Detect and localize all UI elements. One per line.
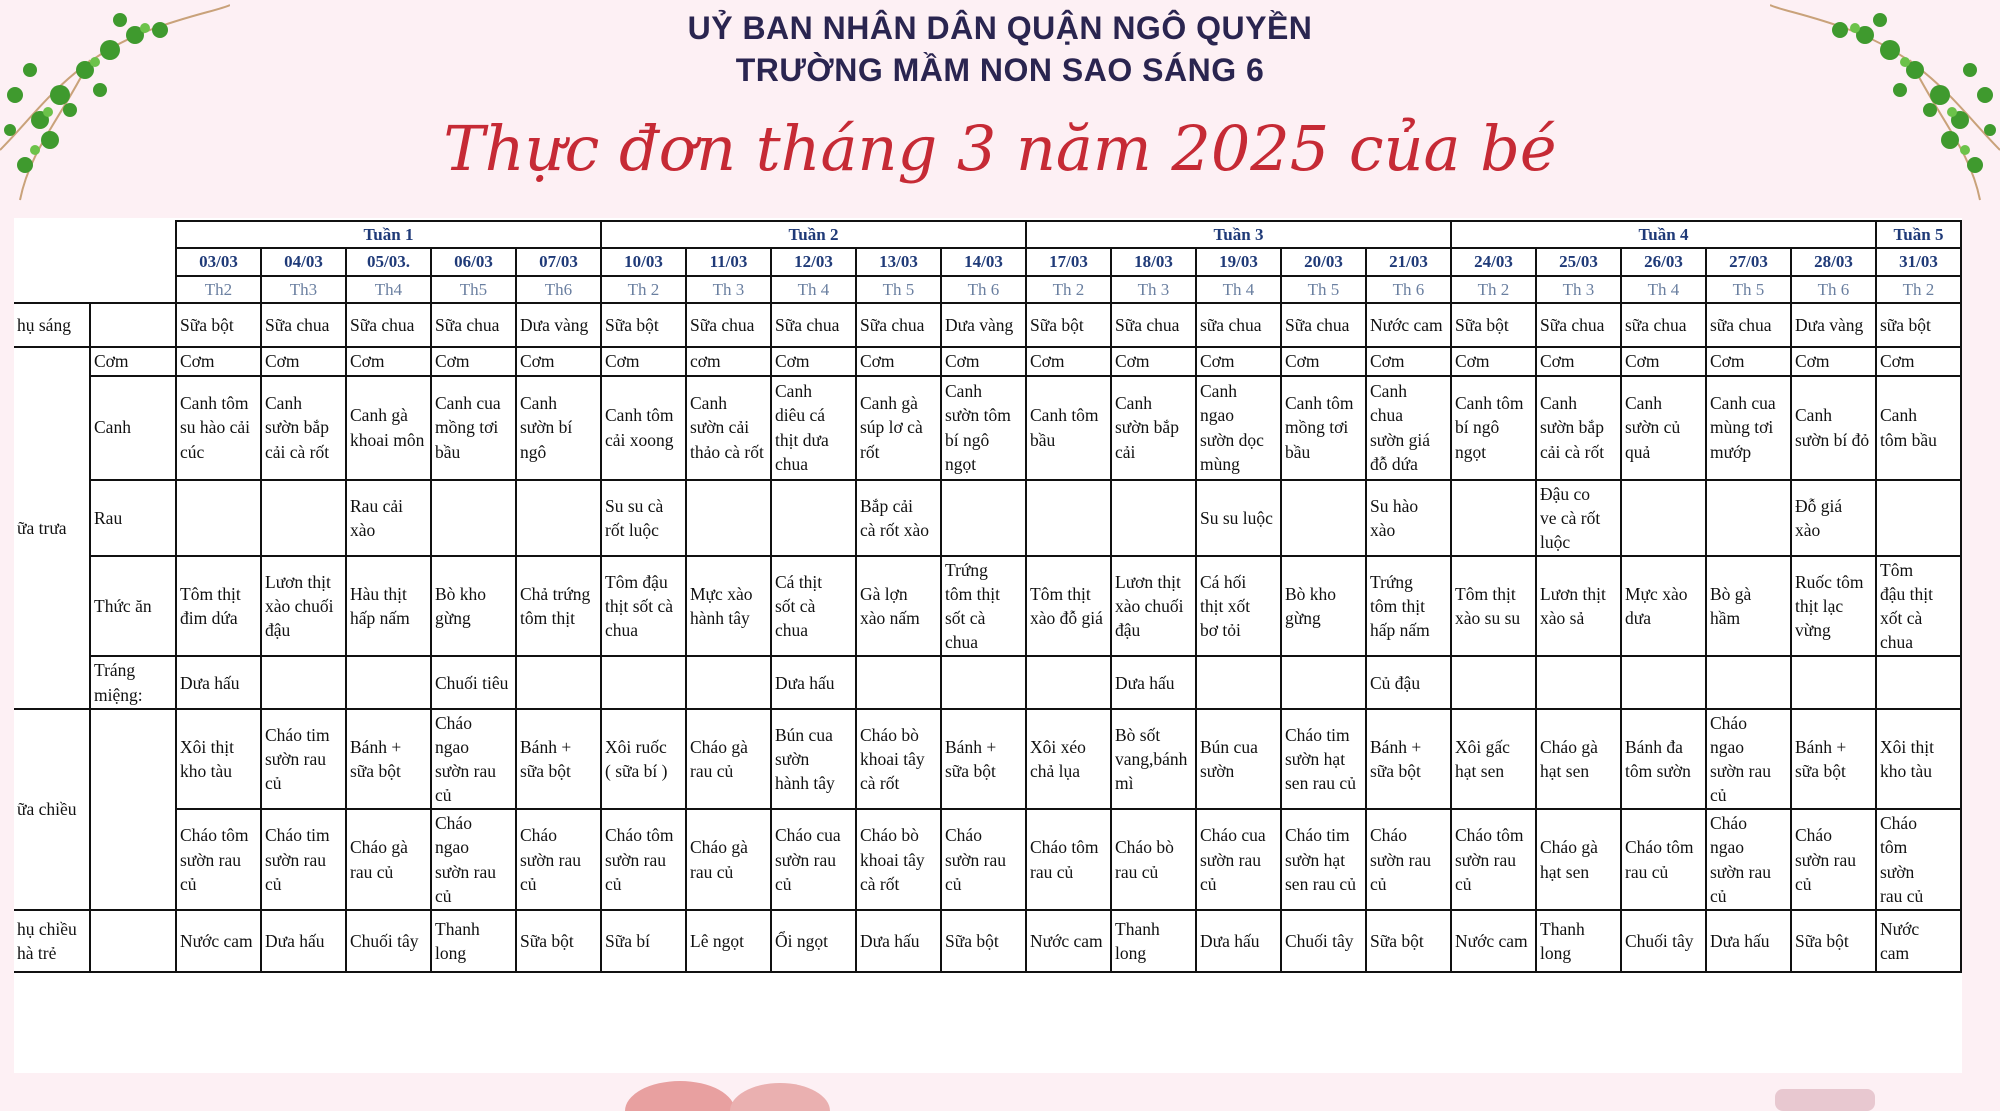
menu-cell [1026,656,1111,708]
menu-cell: Xôi xéo chả lụa [1026,709,1111,810]
menu-cell: Dưa vàng [516,303,601,347]
sub-label: Thức ăn [90,556,176,657]
menu-cell: Bò kho gừng [431,556,516,657]
menu-cell: Canh ngao sườn dọc mùng [1196,376,1281,480]
date-header: 10/03 [601,248,686,275]
weekday-header: Th 2 [1026,276,1111,303]
menu-cell: Canh tôm bầu [1876,376,1961,480]
date-header: 03/03 [176,248,261,275]
date-header: 28/03 [1791,248,1876,275]
menu-cell: Tôm đậu thịt xốt cà chua [1876,556,1961,657]
weekday-header: Th 2 [1451,276,1536,303]
menu-cell: Xôi thịt kho tàu [1876,709,1961,810]
row-chieu1 [14,709,1961,810]
row-weeks [14,221,1961,248]
date-header: 31/03 [1876,248,1961,275]
menu-cell: Cơm [1366,347,1451,375]
menu-cell [1281,656,1366,708]
meal-label: ữa chiều [14,709,90,910]
menu-cell [1111,480,1196,556]
menu-cell: Cháo bò khoai tây cà rốt [856,809,941,910]
menu-cell: Bánh + sữa bột [941,709,1026,810]
weekday-header: Th5 [431,276,516,303]
menu-cell: Củ đậu [1366,656,1451,708]
menu-cell: Canh tôm mồng tơi bầu [1281,376,1366,480]
menu-cell: Cơm [431,347,516,375]
menu-cell: Tôm đậu thịt sốt cà chua [601,556,686,657]
menu-cell [1026,480,1111,556]
weekday-header: Th 6 [1366,276,1451,303]
menu-cell: Cơm [771,347,856,375]
menu-cell: Ruốc tôm thịt lạc vừng [1791,556,1876,657]
menu-cell: Cháo gà hạt sen [1536,709,1621,810]
menu-cell: Su su luộc [1196,480,1281,556]
menu-cell: Cháo bò khoai tây cà rốt [856,709,941,810]
menu-cell: Cháo sườn rau củ [516,809,601,910]
menu-cell: Canh sườn bắp cải cà rốt [1536,376,1621,480]
menu-cell: Sữa bí [601,910,686,972]
menu-cell: Nước cam [1366,303,1451,347]
menu-cell [1876,656,1961,708]
menu-cell: Canh sườn bí đỏ [1791,376,1876,480]
menu-cell: Trứng tôm thịt sốt cà chua [941,556,1026,657]
menu-cell [941,480,1026,556]
menu-cell: Cơm [856,347,941,375]
menu-cell: Dưa hấu [1111,656,1196,708]
weekday-header: Th 3 [1536,276,1621,303]
menu-cell [1706,656,1791,708]
menu-cell: Dưa hấu [176,656,261,708]
menu-cell: Cơm [1791,347,1876,375]
menu-cell: sữa bột [1876,303,1961,347]
menu-cell: Trứng tôm thịt hấp nấm [1366,556,1451,657]
menu-cell: Cháo tôm sườn rau củ [176,809,261,910]
menu-cell: Cơm [1876,347,1961,375]
menu-cell: Cơm [1621,347,1706,375]
weekday-header: Th 2 [1876,276,1961,303]
menu-cell: Lê ngọt [686,910,771,972]
menu-cell: Cháo tim sườn rau củ [261,709,346,810]
date-header: 05/03. [346,248,431,275]
menu-cell: Rau cải xào [346,480,431,556]
menu-cell [1451,480,1536,556]
menu-cell [856,656,941,708]
row-phu-sang [14,303,1961,347]
week-header: Tuần 2 [601,221,1026,248]
date-header: 21/03 [1366,248,1451,275]
menu-cell: Cháo ngao sườn rau củ [1706,809,1791,910]
strawberry-decoration [620,1071,840,1111]
menu-cell: Sữa chua [856,303,941,347]
menu-cell [1706,480,1791,556]
menu-cell: Ổi ngọt [771,910,856,972]
menu-cell [516,656,601,708]
menu-cell: Sữa chua [686,303,771,347]
sub-label [90,709,176,910]
menu-cell: Xôi thịt kho tàu [176,709,261,810]
row-chieu2 [14,809,1961,910]
row-rau [14,480,1961,556]
menu-cell [261,480,346,556]
menu-cell: Dưa hấu [771,656,856,708]
menu-cell [1451,656,1536,708]
menu-cell: Đậu co ve cà rốt luộc [1536,480,1621,556]
menu-cell: Dưa hấu [856,910,941,972]
menu-cell [516,480,601,556]
committee-name: UỶ BAN NHÂN DÂN QUẬN NGÔ QUYỀN [687,10,1313,46]
menu-cell: Cháo sườn rau củ [1791,809,1876,910]
corner-cell [14,221,176,303]
menu-cell: Cháo cua sườn rau củ [771,809,856,910]
menu-cell: Chuối tiêu [431,656,516,708]
date-header: 07/03 [516,248,601,275]
menu-cell: Cháo tôm sườn rau củ [601,809,686,910]
sub-label: Tráng miệng: [90,656,176,708]
date-header: 27/03 [1706,248,1791,275]
menu-cell: Gà lợn xào nấm [856,556,941,657]
meal-label: hụ chiều hà trẻ [14,910,90,972]
week-header: Tuần 5 [1876,221,1961,248]
menu-cell [601,656,686,708]
row-days [14,276,1961,303]
menu-cell: Cháo tim sườn rau củ [261,809,346,910]
menu-cell: Đỗ giá xào [1791,480,1876,556]
menu-cell: Cháo tôm sườn rau củ [1876,809,1961,910]
date-header: 11/03 [686,248,771,275]
meal-label: hụ sáng [14,303,90,347]
menu-cell: sữa chua [1706,303,1791,347]
menu-cell: Cháo sườn rau củ [941,809,1026,910]
menu-cell: Cháo tôm rau củ [1026,809,1111,910]
menu-cell: Chuối tây [1621,910,1706,972]
date-header: 04/03 [261,248,346,275]
menu-cell: Bánh đa tôm sườn [1621,709,1706,810]
menu-cell [1791,656,1876,708]
menu-cell: Tôm thịt đim dứa [176,556,261,657]
menu-cell: Cháo ngao sườn rau củ [431,809,516,910]
weekday-header: Th4 [346,276,431,303]
menu-cell: Bánh + sữa bột [516,709,601,810]
menu-cell: Canh cua mùng tơi mướp [1706,376,1791,480]
menu-cell: Bò kho gừng [1281,556,1366,657]
menu-cell: Bánh + sữa bột [1366,709,1451,810]
menu-cell: Sữa chua [1536,303,1621,347]
menu-cell: Canh chua sườn giá đỗ dứa [1366,376,1451,480]
date-header: 20/03 [1281,248,1366,275]
menu-cell: Cơm [1111,347,1196,375]
menu-cell: Chuối tây [1281,910,1366,972]
sub-label [90,303,176,347]
menu-cell [431,480,516,556]
menu-cell [1281,480,1366,556]
menu-cell: Cơm [1196,347,1281,375]
menu-cell: Canh sườn tôm bí ngô ngọt [941,376,1026,480]
week-header: Tuần 4 [1451,221,1876,248]
menu-cell: Sữa bột [1451,303,1536,347]
menu-cell: Canh gà khoai môn [346,376,431,480]
cake-decoration [1760,1081,1890,1111]
row-thuc-an [14,556,1961,657]
menu-cell: Mực xào hành tây [686,556,771,657]
menu-cell: Cháo gà hạt sen [1536,809,1621,910]
menu-cell: Cơm [176,347,261,375]
date-header: 17/03 [1026,248,1111,275]
date-header: 25/03 [1536,248,1621,275]
menu-cell: Canh tôm cải xoong [601,376,686,480]
menu-cell: Bánh + sữa bột [346,709,431,810]
row-dates [14,248,1961,275]
menu-cell [686,480,771,556]
weekday-header: Th 3 [1111,276,1196,303]
week-header: Tuần 1 [176,221,601,248]
date-header: 19/03 [1196,248,1281,275]
menu-cell: Lươn thịt xào chuối đậu [1111,556,1196,657]
menu-cell: Canh cua mồng tơi bầu [431,376,516,480]
school-name: TRƯỜNG MẦM NON SAO SÁNG 6 [735,52,1265,88]
menu-cell [1536,656,1621,708]
menu-table [14,220,1962,973]
menu-cell: Dưa vàng [1791,303,1876,347]
menu-cell: Canh sườn củ quả [1621,376,1706,480]
menu-cell: Sữa chua [346,303,431,347]
menu-cell: Mực xào dưa [1621,556,1706,657]
menu-cell [261,656,346,708]
menu-cell: Cháo gà rau củ [346,809,431,910]
menu-cell: Canh sườn bí ngô [516,376,601,480]
menu-cell: Su su cà rốt luộc [601,480,686,556]
date-header: 12/03 [771,248,856,275]
menu-cell: Bún cua sườn hành tây [771,709,856,810]
weekday-header: Th 4 [771,276,856,303]
menu-cell: Hàu thịt hấp nấm [346,556,431,657]
menu-cell: Bánh + sữa bột [1791,709,1876,810]
menu-cell: Canh sườn bắp cải [1111,376,1196,480]
menu-cell: Cá thịt sốt cà chua [771,556,856,657]
weekday-header: Th 5 [1281,276,1366,303]
menu-cell: Sữa chua [771,303,856,347]
menu-cell [1196,656,1281,708]
menu-cell: Cơm [1281,347,1366,375]
menu-cell: Tôm thịt xào đỗ giá [1026,556,1111,657]
menu-cell: Sữa bột [1366,910,1451,972]
row-trang-mieng [14,656,1961,708]
menu-cell: sữa chua [1621,303,1706,347]
date-header: 06/03 [431,248,516,275]
menu-cell [1876,480,1961,556]
menu-cell: Thanh long [1111,910,1196,972]
menu-cell [686,656,771,708]
menu-cell: Sữa chua [1281,303,1366,347]
menu-cell: Cơm [516,347,601,375]
sub-label: Rau [90,480,176,556]
menu-cell: Bắp cải cà rốt xào [856,480,941,556]
menu-cell: Bò sốt vang,bánh mì [1111,709,1196,810]
menu-cell [1621,656,1706,708]
menu-cell: Tôm thịt xào su su [1451,556,1536,657]
date-header: 18/03 [1111,248,1196,275]
menu-cell: Sữa chua [261,303,346,347]
menu-cell: Lươn thịt xào chuối đậu [261,556,346,657]
menu-cell [771,480,856,556]
menu-cell: Cơm [1536,347,1621,375]
menu-cell: Bún cua sườn [1196,709,1281,810]
menu-cell: Canh sườn bắp cải cà rốt [261,376,346,480]
weekday-header: Th 6 [1791,276,1876,303]
sub-label: Canh [90,376,176,480]
menu-cell: Cháo ngao sườn rau củ [1706,709,1791,810]
weekday-header: Th6 [516,276,601,303]
menu-cell: Lươn thịt xào sả [1536,556,1621,657]
menu-cell: Cháo tim sườn hạt sen rau củ [1281,709,1366,810]
menu-cell [346,656,431,708]
menu-cell: Nước cam [1876,910,1961,972]
menu-cell: Nước cam [1026,910,1111,972]
row-com [14,347,1961,375]
menu-cell: Canh diêu cá thịt dưa chua [771,376,856,480]
menu-cell: Sữa bột [1026,303,1111,347]
menu-cell: sữa chua [1196,303,1281,347]
menu-cell: Thanh long [431,910,516,972]
menu-cell: Cháo sườn rau củ [1366,809,1451,910]
menu-cell: Cháo ngao sườn rau củ [431,709,516,810]
menu-cell: Sữa chua [1111,303,1196,347]
menu-cell: Thanh long [1536,910,1621,972]
menu-cell: Sữa chua [431,303,516,347]
menu-cell: Sữa bột [941,910,1026,972]
menu-cell: Cháo cua sườn rau củ [1196,809,1281,910]
date-header: 26/03 [1621,248,1706,275]
menu-cell: Dưa hấu [1196,910,1281,972]
menu-cell: Canh tôm bầu [1026,376,1111,480]
row-phu-chieu [14,910,1961,972]
menu-cell: Cháo bò rau củ [1111,809,1196,910]
menu-cell: Cháo tôm rau củ [1621,809,1706,910]
menu-cell [176,480,261,556]
menu-cell: Canh tôm bí ngô ngọt [1451,376,1536,480]
sub-label: Cơm [90,347,176,375]
menu-cell: Bò gà hầm [1706,556,1791,657]
menu-cell: Canh sườn cải thảo cà rốt [686,376,771,480]
weekday-header: Th3 [261,276,346,303]
date-header: 14/03 [941,248,1026,275]
menu-cell: Cơm [941,347,1026,375]
menu-cell: Xôi ruốc ( sữa bí ) [601,709,686,810]
menu-cell: Xôi gấc hạt sen [1451,709,1536,810]
row-canh [14,376,1961,480]
menu-cell: Sữa bột [601,303,686,347]
weekday-header: Th 3 [686,276,771,303]
menu-cell: Sữa bột [176,303,261,347]
menu-cell [941,656,1026,708]
menu-cell: Cơm [1026,347,1111,375]
weekday-header: Th 2 [601,276,686,303]
menu-cell: Chả trứng tôm thịt [516,556,601,657]
menu-cell: Dưa hấu [261,910,346,972]
weekday-header: Th2 [176,276,261,303]
menu-cell: Cơm [346,347,431,375]
menu-cell: Cơm [1451,347,1536,375]
menu-cell: Canh tôm su hào cải cúc [176,376,261,480]
weekday-header: Th 5 [856,276,941,303]
menu-cell: Cháo gà rau củ [686,809,771,910]
menu-cell: Nước cam [176,910,261,972]
menu-cell: Cháo tôm sườn rau củ [1451,809,1536,910]
menu-cell: Cơm [1706,347,1791,375]
date-header: 13/03 [856,248,941,275]
menu-cell [1621,480,1706,556]
weekday-header: Th 4 [1196,276,1281,303]
menu-cell: Cháo tim sườn hạt sen rau củ [1281,809,1366,910]
menu-cell: cơm [686,347,771,375]
menu-cell: Cơm [601,347,686,375]
sub-label [90,910,176,972]
menu-cell: Cháo gà rau củ [686,709,771,810]
menu-cell: Dưa vàng [941,303,1026,347]
menu-cell: Dưa hấu [1706,910,1791,972]
menu-cell: Su hào xào [1366,480,1451,556]
date-header: 24/03 [1451,248,1536,275]
weekday-header: Th 5 [1706,276,1791,303]
menu-cell: Cơm [261,347,346,375]
menu-cell: Cá hối thịt xốt bơ tỏi [1196,556,1281,657]
page-title: Thực đơn tháng 3 năm 2025 của bé [443,112,1557,185]
menu-cell: Sữa bột [516,910,601,972]
menu-cell: Sữa bột [1791,910,1876,972]
weekday-header: Th 4 [1621,276,1706,303]
menu-cell: Nước cam [1451,910,1536,972]
weekday-header: Th 6 [941,276,1026,303]
menu-cell: Canh gà súp lơ cà rốt [856,376,941,480]
meal-label: ữa trưa [14,347,90,708]
week-header: Tuần 3 [1026,221,1451,248]
menu-cell: Chuối tây [346,910,431,972]
